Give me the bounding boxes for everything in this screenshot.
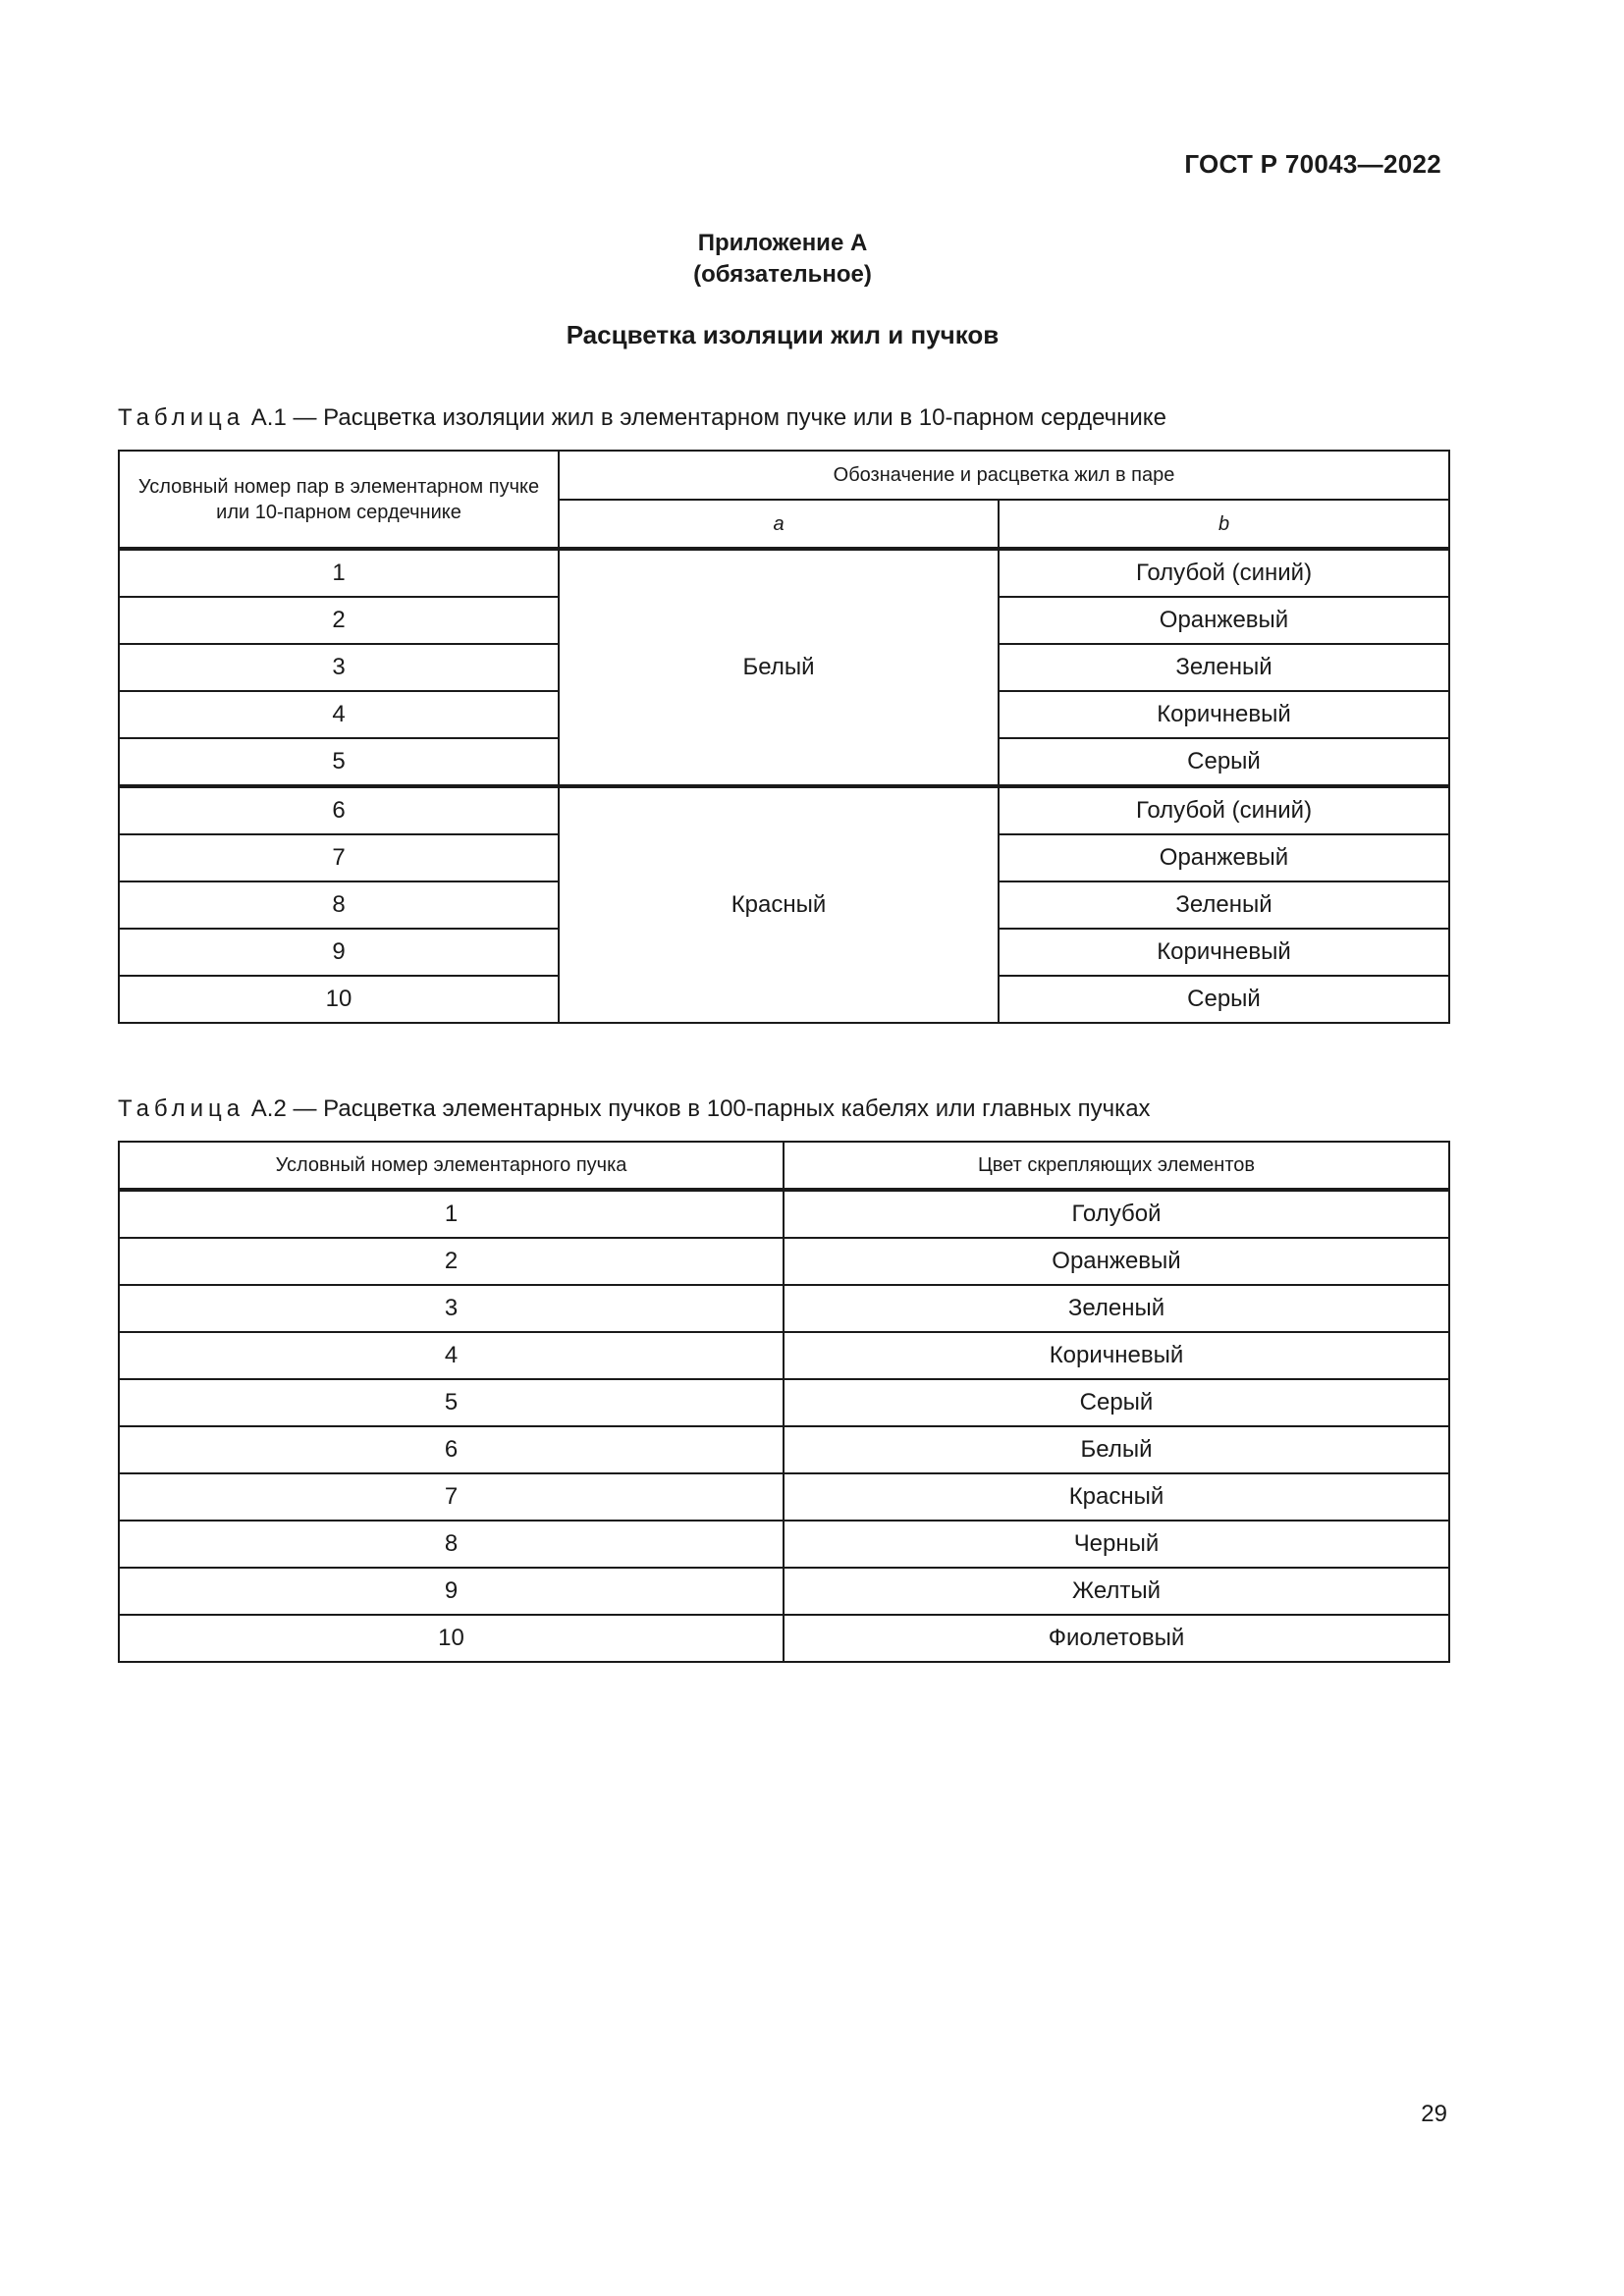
bundle-number: 8	[119, 1521, 784, 1568]
binder-color: Оранжевый	[784, 1238, 1449, 1285]
bundle-number: 5	[119, 1379, 784, 1426]
wire-b-color: Оранжевый	[999, 834, 1449, 881]
bundle-number: 6	[119, 1426, 784, 1473]
table-row	[119, 549, 1449, 597]
pair-number: 5	[119, 738, 559, 786]
bundle-number: 4	[119, 1332, 784, 1379]
binder-color: Зеленый	[784, 1285, 1449, 1332]
table-a1-subheader-a: a	[559, 500, 999, 549]
document-code: ГОСТ Р 70043—2022	[1184, 149, 1441, 179]
wire-b-color: Коричневый	[999, 929, 1449, 976]
pair-number: 2	[119, 597, 559, 644]
table-row	[119, 1615, 1449, 1662]
bundle-number: 10	[119, 1615, 784, 1662]
wire-b-color: Голубой (синий)	[999, 549, 1449, 597]
table-a1-subheader-b: b	[999, 500, 1449, 549]
pair-number: 1	[119, 549, 559, 597]
page-number: 29	[1421, 2101, 1447, 2127]
appendix-status: (обязательное)	[693, 261, 872, 288]
binder-color: Коричневый	[784, 1332, 1449, 1379]
bundle-number: 7	[119, 1473, 784, 1521]
wire-b-color: Серый	[999, 738, 1449, 786]
table-a2-caption-text: А.2 — Расцветка элементарных пучков в 100-парных кабелях или главных пучках	[250, 1095, 1151, 1122]
table-row	[119, 1332, 1449, 1379]
pair-number: 10	[119, 976, 559, 1023]
pair-number: 8	[119, 881, 559, 929]
bundle-number: 9	[119, 1568, 784, 1615]
wire-a-color: Красный	[559, 786, 999, 1023]
appendix-heading	[0, 228, 1565, 291]
table-a1-caption-word: Таблица	[118, 404, 245, 431]
wire-b-color: Зеленый	[999, 881, 1449, 929]
pair-number: 7	[119, 834, 559, 881]
wire-b-color: Серый	[999, 976, 1449, 1023]
wire-b-color: Зеленый	[999, 644, 1449, 691]
pair-number: 4	[119, 691, 559, 738]
pair-number: 3	[119, 644, 559, 691]
bundle-number: 3	[119, 1285, 784, 1332]
binder-color: Желтый	[784, 1568, 1449, 1615]
appendix-title: Приложение А	[697, 230, 868, 256]
table-a2-col2-header: Цвет скрепляющих элементов	[784, 1142, 1449, 1190]
section-title: Расцветка изоляции жил и пучков	[566, 320, 1000, 349]
table-row	[119, 1238, 1449, 1285]
binder-color: Голубой	[784, 1190, 1449, 1238]
table-a1-caption-text: А.1 — Расцветка изоляции жил в элементарном пучке или в 10-парном сердечнике	[250, 404, 1166, 431]
wire-a-color: Белый	[559, 549, 999, 786]
table-a1-caption	[118, 404, 1166, 432]
table-a2-caption-word: Таблица	[118, 1095, 245, 1122]
table-row	[119, 1568, 1449, 1615]
table-a2-caption	[118, 1095, 1151, 1123]
table-a1-col1-header: Условный номер пар в элементарном пучке или 10-парном сердечнике	[119, 451, 559, 549]
binder-color: Фиолетовый	[784, 1615, 1449, 1662]
table-a2	[118, 1141, 1450, 1663]
table-row	[119, 1473, 1449, 1521]
binder-color: Красный	[784, 1473, 1449, 1521]
pair-number: 9	[119, 929, 559, 976]
table-a2-col1-header: Условный номер элементарного пучка	[119, 1142, 784, 1190]
table-a1-group-header: Обозначение и расцветка жил в паре	[559, 451, 1449, 500]
binder-color: Серый	[784, 1379, 1449, 1426]
pair-number: 6	[119, 786, 559, 834]
wire-b-color: Голубой (синий)	[999, 786, 1449, 834]
table-row	[119, 1190, 1449, 1238]
table-row	[119, 1426, 1449, 1473]
binder-color: Белый	[784, 1426, 1449, 1473]
wire-b-color: Коричневый	[999, 691, 1449, 738]
table-row	[119, 1285, 1449, 1332]
bundle-number: 1	[119, 1190, 784, 1238]
table-a1	[118, 450, 1450, 1024]
bundle-number: 2	[119, 1238, 784, 1285]
table-row	[119, 1379, 1449, 1426]
wire-b-color: Оранжевый	[999, 597, 1449, 644]
table-row	[119, 1521, 1449, 1568]
binder-color: Черный	[784, 1521, 1449, 1568]
table-row	[119, 786, 1449, 834]
